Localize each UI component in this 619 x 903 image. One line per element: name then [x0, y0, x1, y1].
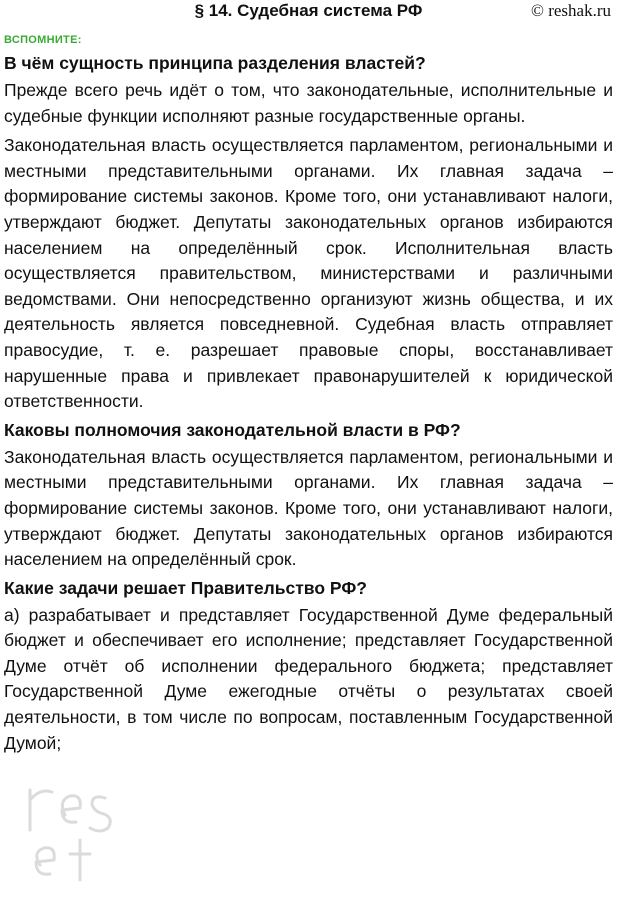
answer-1-paragraph-2: Законодательная власть осуществляется парламентом, региональными и местными представительными органами. Их главная задача – формирование системы законов. Кроме того, они устанавливают налоги, утверждают бюджет. Депутаты законодательных органов избираются населением на определённый срок. Исполнительная власть осуществляется правительством, министерствами и различными ведомствами. Они непосредственно организуют жизнь общества, и их деятельность является повседневной. Судебная власть отправляет правосудие, т. е. разрешает правовые споры, восстанавливает нарушенные права и привлекает правонарушителей к юридической ответственности. — [4, 135, 613, 412]
header — [4, 0, 613, 26]
question-2: Каковы полномочия законодательной власти в РФ? — [4, 419, 461, 440]
site-mark: © reshak.ru — [531, 1, 611, 20]
remember-badge: ВСПОМНИТЕ: — [4, 34, 82, 46]
question-3: Какие задачи решает Правительство РФ? — [4, 577, 367, 598]
section-title: § 14. Судебная система РФ — [194, 1, 423, 20]
answer-2-paragraph-1: Законодательная власть осуществляется парламентом, региональными и местными представительными органами. Их главная задача – формирование системы законов. Кроме того, они устанавливают налоги, утверждают бюджет. Депутаты законодательных органов избираются населением на определённый срок. — [4, 446, 613, 570]
answer-1-paragraph-1: Прежде всего речь идёт о том, что законодательные, исполнительные и судебные функции исполняют разные государственные органы. — [4, 80, 613, 126]
answer-3-paragraph-1: а) разрабатывает и представляет Государственной Думе федеральный бюджет и обеспечивает его исполнение; представляет Государственной Думе отчёт об исполнении федерального бюджета; представляет Государственной Думе ежегодные отчёты о результатах своей деятельности, в том числе по вопросам, поставленным Государственной Думой; — [4, 604, 613, 753]
question-1: В чём сущность принципа разделения властей? — [4, 53, 426, 73]
